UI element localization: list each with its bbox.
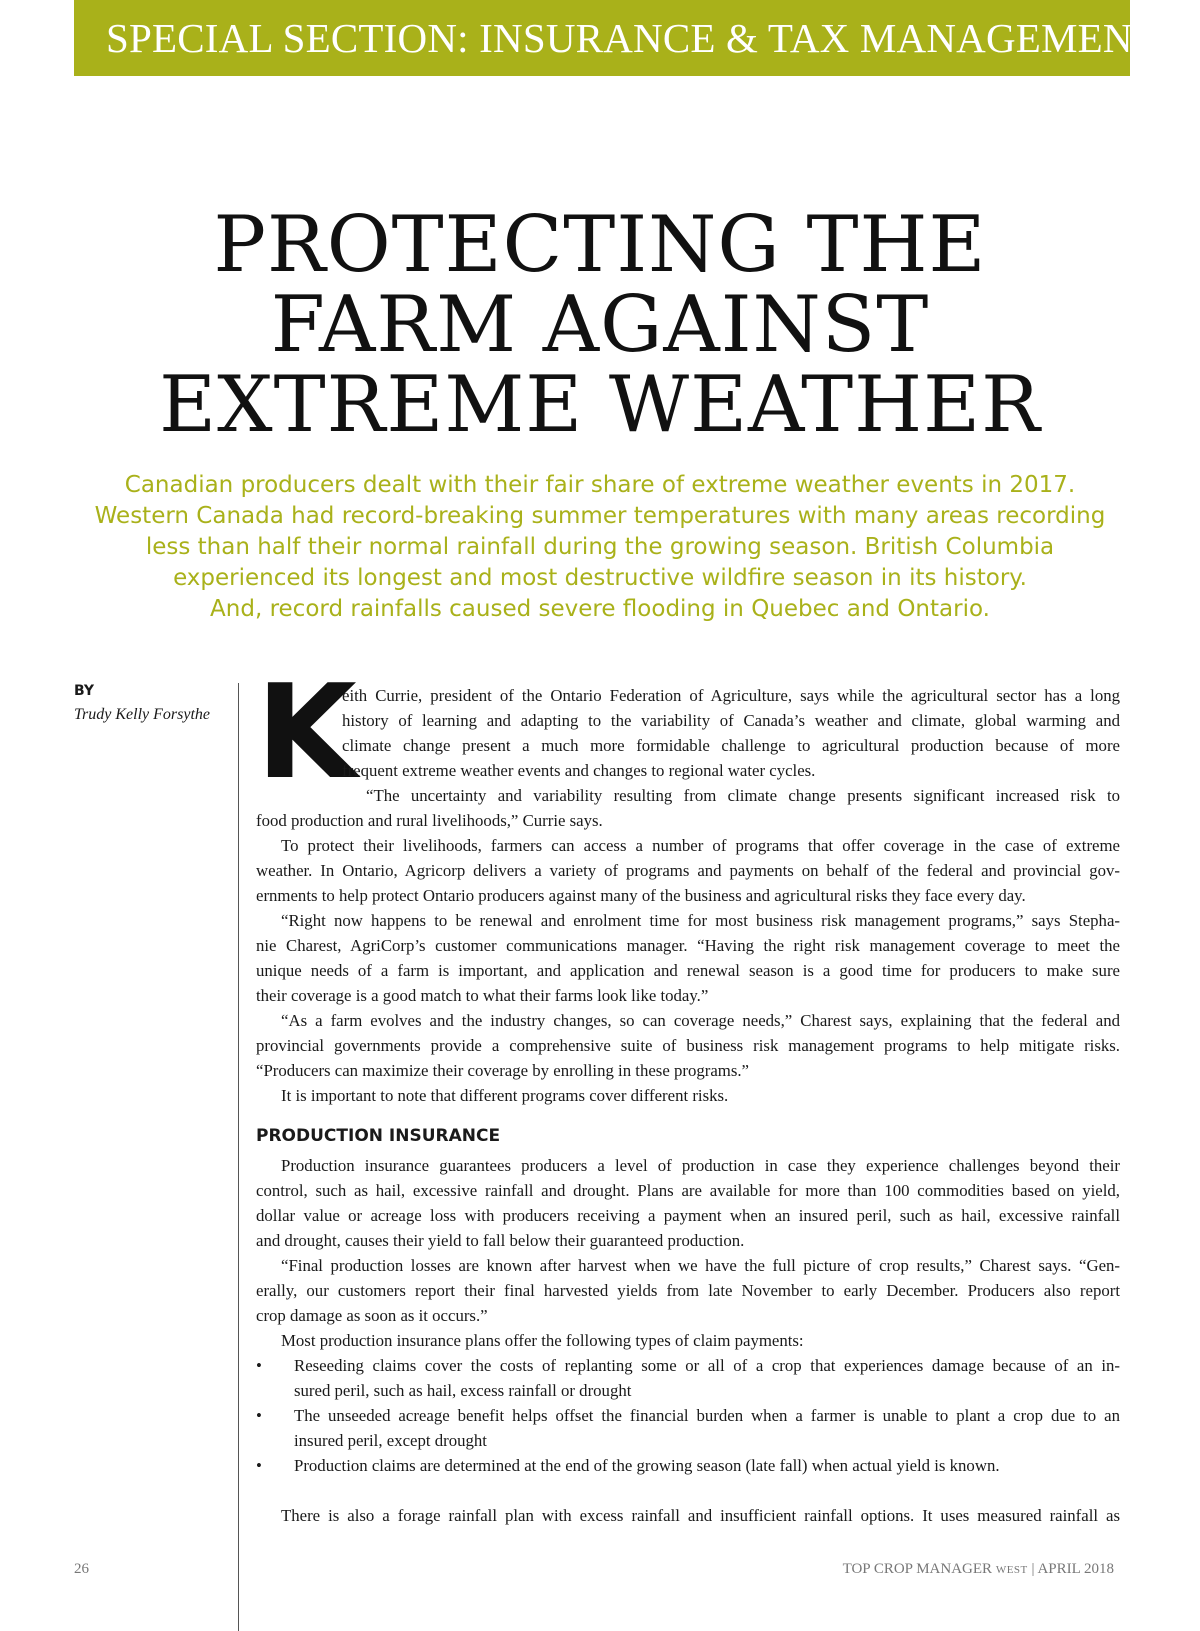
issue-date: APRIL 2018 (1037, 1561, 1114, 1577)
text-line: sured peril, such as hail, excess rainfall or drought (294, 1381, 632, 1400)
list-item (256, 1453, 1120, 1478)
section-banner-text: SPECIAL SECTION: INSURANCE & TAX MANAGEMENT (106, 15, 1158, 61)
list-item (256, 1403, 1120, 1453)
text-line: There is also a forage rainfall plan with excess rainfall and insufficient rainfall options. It uses measured rainfall as (281, 1506, 1120, 1525)
bullet-list (256, 1353, 1120, 1478)
publication-footer (843, 1561, 1114, 1578)
text-line: frequent extreme weather events and changes to regional water cycles. (342, 761, 816, 780)
deck-line: Western Canada had record-breaking summer temperatures with many areas recording (94, 503, 1106, 529)
publication-name: TOP CROP MANAGER (842, 1561, 993, 1577)
headline-line: PROTECTING THE (213, 200, 987, 290)
text-line: insured peril, except drought (294, 1431, 487, 1450)
text-line: their coverage is a good match to what their farms look like today.” (256, 986, 709, 1005)
text-line: The unseeded acreage benefit helps offset the financial burden when a farmer is unable to plant a crop due to an (294, 1406, 1120, 1425)
spacer (256, 1478, 1120, 1503)
list-item (256, 1353, 1120, 1403)
bullet-icon: • (256, 1456, 262, 1475)
article-body (256, 683, 1120, 1528)
deck-line: And, record rainfalls caused severe flooding in Quebec and Ontario. (210, 596, 990, 622)
paragraph-group (256, 808, 1120, 1108)
text-line: Most production insurance plans offer the following types of claim payments: (281, 1331, 804, 1350)
text-line: food production and rural livelihoods,” Currie says. (256, 811, 603, 830)
headline-line: EXTREME WEATHER (159, 360, 1041, 450)
section-heading: PRODUCTION INSURANCE (256, 1126, 501, 1146)
text-line: and drought, causes their yield to fall below their guaranteed production. (256, 1231, 745, 1250)
text-line: control, such as hail, excessive rainfall and drought. Plans are available for more than 100 commodities based on yield, (256, 1181, 1120, 1200)
text-line: “Producers can maximize their coverage by enrolling in these programs.” (256, 1061, 749, 1080)
headline (0, 200, 1200, 450)
deck-line: less than half their normal rainfall during the growing season. British Columbia (145, 534, 1055, 560)
intro-paragraph (342, 683, 1120, 808)
paragraph-group (256, 1153, 1120, 1353)
page-number: 26 (74, 1561, 89, 1577)
text-line: Production insurance guarantees producers a level of production in case they experience challenges beyond their (281, 1156, 1120, 1175)
text-line: climate change present a much more formidable challenge to agricultural production because of more (342, 736, 1120, 755)
text-line: weather. In Ontario, Agricorp delivers a variety of programs and payments on behalf of the federal and provincial gov- (256, 861, 1120, 880)
text-line: “Right now happens to be renewal and enrolment time for most business risk management programs,” says Stepha- (281, 911, 1120, 930)
text-line: “As a farm evolves and the industry changes, so can coverage needs,” Charest says, explaining that the federal and (281, 1011, 1120, 1030)
deck-line: experienced its longest and most destructive wildfire season in its history. (173, 565, 1027, 591)
text-line: “The uncertainty and variability resulting from climate change presents significant increased risk to (366, 786, 1120, 805)
text-line: provincial governments provide a comprehensive suite of business risk management programs to help mitigate risks. (256, 1036, 1120, 1055)
text-line: erally, our customers report their final harvested yields from late November to early December. Producers also report (256, 1281, 1120, 1300)
text-line: Reseeding claims cover the costs of replanting some or all of a crop that experiences damage because of an in- (294, 1356, 1120, 1375)
column-divider (238, 683, 239, 1631)
text-line: eith Currie, president of the Ontario Federation of Agriculture, says while the agricultural sector has a long (342, 686, 1120, 705)
text-line: crop damage as soon as it occurs.” (256, 1306, 488, 1325)
byline-author: Trudy Kelly Forsythe (74, 706, 210, 723)
drop-cap: K (256, 656, 357, 808)
text-line: “Final production losses are known after harvest when we have the full picture of crop results,” Charest says. “Gen- (281, 1256, 1120, 1275)
text-line: Production claims are determined at the end of the growing season (late fall) when actual yield is known. (294, 1456, 1000, 1475)
headline-line: FARM AGAINST (270, 280, 930, 370)
text-line: ernments to help protect Ontario producers against many of the business and agricultural risks they face every day. (256, 886, 1026, 905)
footer-separator: | (1031, 1561, 1035, 1577)
bullet-icon: • (256, 1356, 262, 1375)
byline-label: BY (74, 683, 95, 699)
deck-line: Canadian producers dealt with their fair share of extreme weather events in 2017. (124, 472, 1076, 498)
text-line: nie Charest, AgriCorp’s customer communications manager. “Having the right risk management coverage to meet the (256, 936, 1120, 955)
publication-edition: WEST (995, 1564, 1028, 1576)
text-line: To protect their livelihoods, farmers can access a number of programs that offer coverage in the case of extreme (281, 836, 1120, 855)
bullet-icon: • (256, 1406, 262, 1425)
deck-summary (60, 470, 1140, 625)
text-line: dollar value or acreage loss with producers receiving a payment when an insured peril, such as hail, excessive rainfall (256, 1206, 1120, 1225)
text-line: It is important to note that different programs cover different risks. (281, 1086, 729, 1105)
text-line: history of learning and adapting to the variability of Canada’s weather and climate, global warming and (342, 711, 1120, 730)
section-banner (74, 0, 1158, 76)
text-line: unique needs of a farm is important, and application and renewal season is a good time for producers to make sure (256, 961, 1120, 980)
